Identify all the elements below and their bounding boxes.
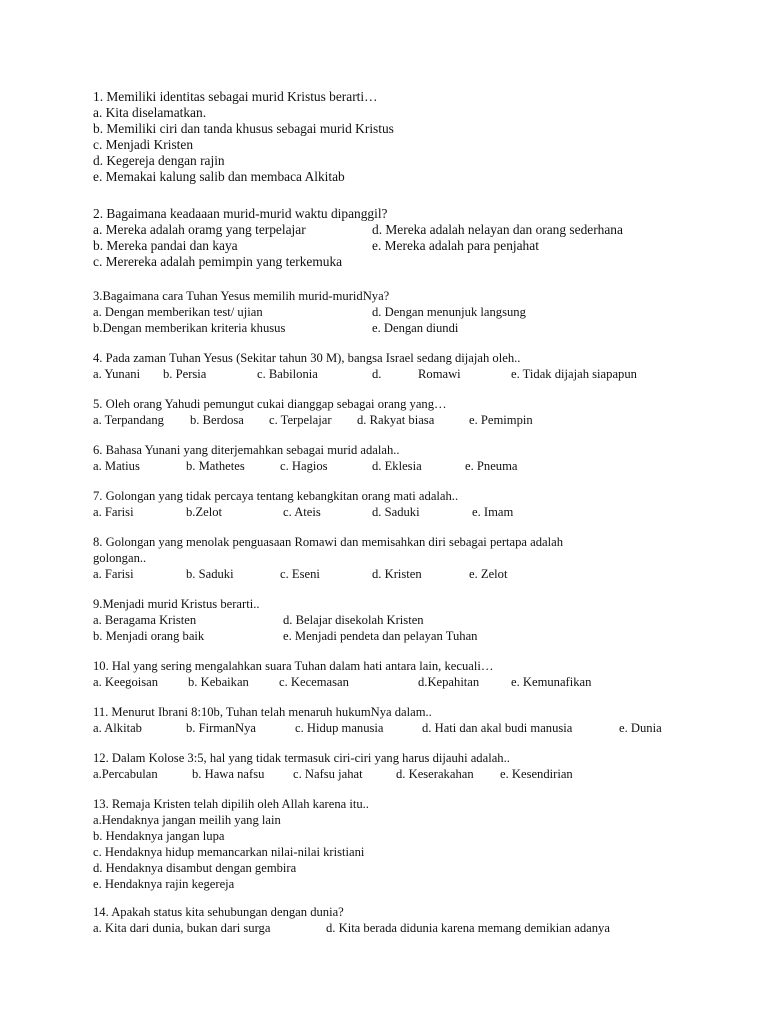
question-14 [93,904,733,936]
question-1-option-a: a. Kita diselamatkan. [93,105,207,120]
question-9-row-2 [93,628,733,644]
question-4-option-a: a. Yunani [93,367,141,381]
question-2-option-a: a. Mereka adalah oramg yang terpelajar [93,222,306,237]
question-1-option-c: c. Menjadi Kristen [93,137,194,152]
question-3-row-1 [93,304,733,320]
question-12 [93,750,733,782]
question-3-option-b: b.Dengan memberikan kriteria khusus [93,321,286,335]
question-7-option-b: b.Zelot [186,505,223,519]
question-3 [93,288,733,336]
question-12-option-b: b. Hawa nafsu [192,767,265,781]
question-10-text: 10. Hal yang sering mengalahkan suara Tuhan dalam hati antara lain, kecuali… [93,659,494,673]
question-4-options [93,366,733,382]
question-8-text: 8. Golongan yang menolak penguasaan Romawi dan memisahkan diri sebagai pertapa adalah [93,535,564,549]
question-2-option-b: b. Mereka pandai dan kaya [93,238,238,253]
question-3-option-d: d. Dengan menunjuk langsung [372,305,526,319]
question-11-option-d: d. Hati dan akal budi manusia [422,721,573,735]
question-8-option-c: c. Eseni [280,567,320,581]
question-12-options [93,766,733,782]
question-11-option-b: b. FirmanNya [186,721,256,735]
question-11-option-a: a. Alkitab [93,721,142,735]
question-1-text: 1. Memiliki identitas sebagai murid Kristus berarti… [93,89,378,104]
question-10-option-c: c. Kecemasan [279,675,349,689]
question-10 [93,658,733,690]
question-4-option-d-text: Romawi [418,367,461,381]
question-13-option-c: c. Hendaknya hidup memancarkan nilai-nilai kristiani [93,845,365,859]
question-10-option-d: d.Kepahitan [418,675,480,689]
question-13-option-d: d. Hendaknya disambut dengan gembira [93,861,297,875]
question-5-options [93,412,733,428]
question-5 [93,396,733,428]
question-14-options [93,920,733,936]
question-14-text: 14. Apakah status kita sehubungan dengan dunia? [93,905,344,919]
question-13 [93,796,733,892]
question-2-text: 2. Bagaimana keadaaan murid-murid waktu dipanggil? [93,206,388,221]
question-6-options [93,458,733,474]
question-2-row-1 [93,222,733,238]
question-12-option-d: d. Keserakahan [396,767,474,781]
question-8-option-b: b. Saduki [186,567,234,581]
question-5-text: 5. Oleh orang Yahudi pemungut cukai dianggap sebagai orang yang… [93,397,447,411]
question-9-text: 9.Menjadi murid Kristus berarti.. [93,597,260,611]
question-13-text: 13. Remaja Kristen telah dipilih oleh Allah karena itu.. [93,797,369,811]
question-11 [93,704,733,736]
question-8 [93,534,733,582]
question-2-option-d: d. Mereka adalah nelayan dan orang sederhana [372,222,623,237]
question-9-option-e: e. Menjadi pendeta dan pelayan Tuhan [283,629,478,643]
question-10-options [93,674,733,690]
question-6-option-e: e. Pneuma [465,459,518,473]
question-3-row-2 [93,320,733,336]
question-13-option-b: b. Hendaknya jangan lupa [93,829,225,843]
question-10-option-e: e. Kemunafikan [511,675,592,689]
question-5-option-b: b. Berdosa [190,413,244,427]
question-2-row-2 [93,238,733,254]
question-6 [93,442,733,474]
question-2-option-e: e. Mereka adalah para penjahat [372,238,539,253]
question-5-option-d: d. Rakyat biasa [357,413,435,427]
question-6-option-c: c. Hagios [280,459,328,473]
question-4-option-e: e. Tidak dijajah siapapun [511,367,637,381]
question-4-option-b: b. Persia [163,367,207,381]
question-6-text: 6. Bahasa Yunani yang diterjemahkan sebagai murid adalah.. [93,443,400,457]
question-1-option-e: e. Memakai kalung salib dan membaca Alkitab [93,169,345,184]
question-11-text: 11. Menurut Ibrani 8:10b, Tuhan telah menaruh hukumNya dalam.. [93,705,432,719]
question-13-option-e: e. Hendaknya rajin kegereja [93,877,235,891]
question-9-option-a: a. Beragama Kristen [93,613,197,627]
question-3-text: 3.Bagaimana cara Tuhan Yesus memilih murid-muridNya? [93,289,390,303]
question-6-option-a: a. Matius [93,459,140,473]
question-11-option-c: c. Hidup manusia [295,721,384,735]
question-9-option-d: d. Belajar disekolah Kristen [283,613,424,627]
question-12-option-a: a.Percabulan [93,767,158,781]
question-7-text: 7. Golongan yang tidak percaya tentang kebangkitan orang mati adalah.. [93,489,459,503]
question-2 [93,206,733,270]
question-12-text: 12. Dalam Kolose 3:5, hal yang tidak termasuk ciri-ciri yang harus dijauhi adalah.. [93,751,510,765]
question-4-option-d-label: d. [372,367,382,381]
question-7 [93,488,733,520]
question-3-option-e: e. Dengan diundi [372,321,459,335]
question-7-option-d: d. Saduki [372,505,420,519]
question-4 [93,350,733,382]
question-6-option-b: b. Mathetes [186,459,245,473]
question-7-option-a: a. Farisi [93,505,134,519]
question-1-option-b: b. Memiliki ciri dan tanda khusus sebagai murid Kristus [93,121,394,136]
question-8-option-a: a. Farisi [93,567,134,581]
question-5-option-a: a. Terpandang [93,413,164,427]
question-13-option-a: a.Hendaknya jangan meilih yang lain [93,813,281,827]
question-8-text-cont: golongan.. [93,551,147,565]
question-12-option-e: e. Kesendirian [500,767,573,781]
question-5-option-e: e. Pemimpin [469,413,533,427]
question-8-option-d: d. Kristen [372,567,422,581]
question-5-option-c: c. Terpelajar [269,413,332,427]
question-10-option-a: a. Keegoisan [93,675,159,689]
question-9 [93,596,733,644]
question-1 [93,89,733,185]
question-12-option-c: c. Nafsu jahat [293,767,363,781]
question-11-options [93,720,733,736]
question-3-option-a: a. Dengan memberikan test/ ujian [93,305,263,319]
question-2-option-c: c. Merereka adalah pemimpin yang terkemuka [93,254,343,269]
question-9-option-b: b. Menjadi orang baik [93,629,205,643]
question-8-option-e: e. Zelot [469,567,508,581]
question-9-row-1 [93,612,733,628]
question-7-options [93,504,733,520]
question-4-text: 4. Pada zaman Tuhan Yesus (Sekitar tahun 30 M), bangsa Israel sedang dijajah oleh.. [93,351,521,365]
question-6-option-d: d. Eklesia [372,459,422,473]
question-4-option-c: c. Babilonia [257,367,318,381]
question-10-option-b: b. Kebaikan [188,675,249,689]
question-7-option-c: c. Ateis [283,505,321,519]
question-1-option-d: d. Kegereja dengan rajin [93,153,225,168]
question-8-options [93,566,733,582]
question-7-option-e: e. Imam [472,505,514,519]
question-11-option-e: e. Dunia [619,721,662,735]
question-14-option-a: a. Kita dari dunia, bukan dari surga [93,921,271,935]
question-14-option-d: d. Kita berada didunia karena memang demikian adanya [326,921,610,935]
